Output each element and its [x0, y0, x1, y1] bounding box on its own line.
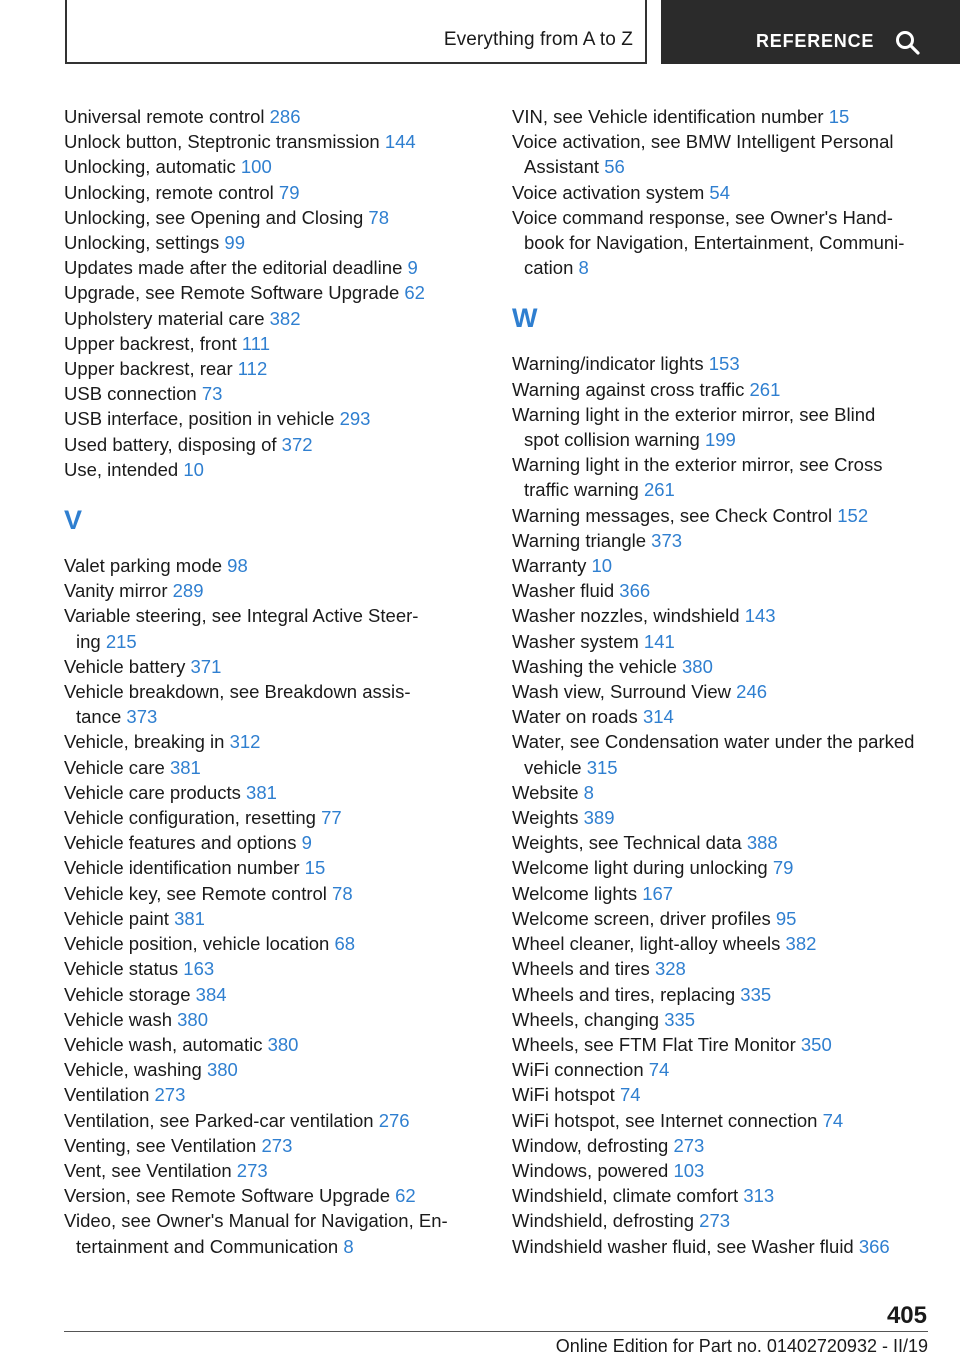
page-link[interactable]: 56 — [604, 156, 625, 178]
index-entry — [512, 104, 942, 129]
entry-term: Windshield washer fluid, see Washer fluid — [512, 1235, 854, 1257]
entry-term: Windshield, climate comfort — [512, 1185, 739, 1207]
entry-term: Vehicle, washing — [64, 1059, 202, 1081]
entry-term-line: cation — [524, 257, 574, 279]
index-entry — [64, 129, 464, 154]
page-link[interactable]: 312 — [229, 731, 261, 753]
page-link[interactable]: 95 — [775, 907, 797, 929]
index-entry — [512, 351, 942, 376]
entry-term: Vehicle battery — [64, 655, 186, 677]
index-entry — [512, 1032, 942, 1057]
entry-term-line: Water, see Condensation water under the parked — [512, 731, 915, 753]
page-link[interactable]: 9 — [301, 832, 312, 854]
entry-term: Wheels and tires — [512, 958, 650, 980]
index-entry — [64, 1007, 464, 1032]
index-entry — [512, 679, 942, 704]
index-entry — [64, 1158, 464, 1183]
entry-term: Ventilation — [64, 1084, 150, 1106]
page-link[interactable]: 215 — [105, 630, 137, 652]
index-entry — [64, 406, 464, 431]
entry-term: Vanity mirror — [64, 580, 168, 602]
entry-term: Washer nozzles, windshield — [512, 605, 740, 627]
page-link[interactable]: 382 — [269, 307, 301, 329]
header-section-box — [65, 0, 647, 64]
page-link[interactable]: 167 — [642, 882, 674, 904]
index-entry — [64, 381, 464, 406]
index-entry — [64, 1183, 464, 1208]
page-link[interactable]: 273 — [236, 1159, 268, 1181]
page-link[interactable]: 74 — [648, 1059, 670, 1081]
page-link[interactable]: 163 — [183, 958, 215, 980]
header-reference-tab[interactable] — [661, 0, 960, 64]
entry-term: Welcome lights — [512, 882, 638, 904]
index-entry — [512, 780, 942, 805]
page-link[interactable]: 335 — [664, 1008, 696, 1030]
entry-term-line: tance — [76, 706, 122, 728]
index-entry — [64, 1057, 464, 1082]
entry-term: Universal remote control — [64, 106, 265, 127]
entry-term: Vehicle status — [64, 958, 179, 980]
index-entry — [64, 780, 464, 805]
entry-term: Ventilation, see Parked-car ventilation — [64, 1109, 374, 1131]
index-entry — [64, 553, 464, 578]
index-entry — [64, 1133, 464, 1158]
entry-term-line: Vehicle breakdown, see Breakdown assis- — [64, 681, 411, 703]
page-link[interactable]: 8 — [583, 781, 594, 803]
page-link[interactable]: 15 — [828, 106, 850, 127]
entry-term: WiFi hotspot — [512, 1084, 615, 1106]
entry-term: Unlocking, settings — [64, 232, 220, 254]
entry-term: Vehicle care — [64, 756, 165, 778]
page-link[interactable]: 73 — [201, 383, 223, 405]
entry-term: Welcome light during unlocking — [512, 857, 768, 879]
index-column-left — [64, 104, 464, 1259]
entry-term: Vehicle features and options — [64, 832, 297, 854]
index-entry — [512, 377, 942, 402]
page-link[interactable]: 328 — [654, 958, 686, 980]
index-entry — [64, 679, 464, 729]
entry-term: Vent, see Ventilation — [64, 1159, 232, 1181]
index-entry — [512, 881, 942, 906]
entry-term: Warning triangle — [512, 529, 647, 551]
index-entry — [512, 1057, 942, 1082]
index-entry — [512, 1007, 942, 1032]
page-link[interactable]: 273 — [673, 1134, 705, 1156]
index-entry — [64, 956, 464, 981]
index-entry — [512, 931, 942, 956]
page-link[interactable]: 372 — [281, 433, 313, 455]
page-link[interactable]: 380 — [177, 1008, 208, 1030]
index-entry — [64, 1032, 464, 1057]
page-link[interactable]: 350 — [800, 1033, 832, 1055]
index-entry — [64, 982, 464, 1007]
page-link[interactable]: 261 — [643, 479, 675, 501]
page-link[interactable]: 313 — [743, 1185, 775, 1207]
page-link[interactable]: 15 — [304, 857, 326, 879]
entry-term: Upper backrest, front — [64, 332, 237, 354]
index-entry — [512, 553, 942, 578]
index-entry — [512, 704, 942, 729]
index-entry — [512, 402, 942, 452]
entry-term: Water on roads — [512, 706, 638, 728]
index-entry — [64, 331, 464, 356]
index-entry — [64, 356, 464, 381]
index-entry — [64, 603, 464, 653]
index-entry — [64, 1082, 464, 1107]
entry-term: Weights — [512, 807, 579, 829]
entry-term: Wheels, changing — [512, 1008, 660, 1030]
entry-term: Welcome screen, driver profiles — [512, 907, 771, 929]
entry-term: WiFi connection — [512, 1059, 644, 1081]
entry-term: WiFi hotspot, see Internet connection — [512, 1109, 818, 1131]
index-entry — [64, 578, 464, 603]
index-entry — [64, 755, 464, 780]
page-link[interactable]: 152 — [837, 504, 869, 526]
page-link[interactable]: 380 — [682, 655, 713, 677]
entry-term-line: Variable steering, see Integral Active Steer- — [64, 605, 419, 627]
entry-term-line: traffic warning — [524, 479, 639, 501]
page-link[interactable]: 276 — [378, 1109, 410, 1131]
page-link[interactable]: 74 — [619, 1084, 641, 1106]
entry-term: Use, intended — [64, 458, 179, 480]
index-entry — [512, 603, 942, 628]
page-link[interactable]: 98 — [227, 555, 248, 577]
index-entry — [512, 578, 942, 603]
entry-term: Washer fluid — [512, 580, 615, 602]
entry-term: USB connection — [64, 383, 197, 405]
entry-term: Vehicle paint — [64, 907, 169, 929]
entry-term: Wheels, see FTM Flat Tire Monitor — [512, 1033, 796, 1055]
entry-term: Warning messages, see Check Control — [512, 504, 833, 526]
footer-divider — [64, 1331, 928, 1332]
index-entry — [64, 654, 464, 679]
entry-term-line: Voice activation, see BMW Intelligent Personal — [512, 131, 894, 153]
entry-term-line: vehicle — [524, 756, 582, 778]
page-link[interactable]: 366 — [858, 1235, 890, 1257]
index-entry — [64, 205, 464, 230]
page-link[interactable]: 79 — [278, 181, 300, 203]
entry-term-line: Warning light in the exterior mirror, see Cross — [512, 454, 883, 476]
page-link[interactable]: 380 — [206, 1059, 238, 1081]
page-link[interactable]: 380 — [267, 1033, 299, 1055]
entry-term: Vehicle, breaking in — [64, 731, 225, 753]
page-link[interactable]: 384 — [195, 983, 227, 1005]
index-entry — [512, 654, 942, 679]
entry-term: Wash view, Surround View — [512, 681, 732, 703]
entry-term: Warning against cross traffic — [512, 378, 745, 400]
page-link[interactable]: 100 — [240, 156, 272, 178]
index-entry — [64, 154, 464, 179]
entry-term: Venting, see Ventilation — [64, 1134, 257, 1156]
index-entry — [64, 104, 464, 129]
page-link[interactable]: 289 — [172, 580, 204, 602]
page-link[interactable]: 111 — [241, 332, 271, 354]
index-entry — [512, 1082, 942, 1107]
page-link[interactable]: 388 — [746, 832, 778, 854]
page-link[interactable]: 99 — [224, 232, 245, 254]
entry-term: Updates made after the editorial deadline — [64, 257, 403, 279]
page-link[interactable]: 366 — [619, 580, 651, 602]
page-link[interactable]: 62 — [395, 1185, 416, 1207]
page-link[interactable]: 293 — [339, 408, 371, 430]
page-link[interactable]: 8 — [578, 257, 589, 279]
index-entry — [512, 906, 942, 931]
index-entry — [512, 855, 942, 880]
entry-term: Vehicle identification number — [64, 857, 300, 879]
page-link[interactable]: 78 — [332, 882, 353, 904]
page-link[interactable]: 371 — [190, 655, 222, 677]
index-entry — [64, 457, 464, 482]
index-entry — [512, 503, 942, 528]
entry-term: Windows, powered — [512, 1159, 669, 1181]
index-letter-heading: V — [64, 505, 83, 536]
entry-term-line: Voice command response, see Owner's Hand- — [512, 206, 893, 228]
page-link[interactable]: 273 — [154, 1084, 186, 1106]
index-entry — [64, 255, 464, 280]
entry-term: Unlocking, remote control — [64, 181, 274, 203]
entry-term: Window, defrosting — [512, 1134, 669, 1156]
index-entry — [512, 1234, 942, 1259]
index-entry — [64, 432, 464, 457]
index-entry — [512, 982, 942, 1007]
entry-term: Vehicle position, vehicle location — [64, 933, 330, 955]
index-entry — [512, 129, 942, 179]
entry-term-line: Video, see Owner's Manual for Navigation, En- — [64, 1210, 448, 1232]
index-column-right — [512, 104, 942, 1259]
page-link[interactable]: 112 — [237, 358, 268, 380]
page-link[interactable]: 315 — [586, 756, 618, 778]
page-link[interactable]: 381 — [246, 781, 277, 803]
index-entry — [512, 729, 942, 779]
entry-term: Windshield, defrosting — [512, 1210, 695, 1232]
entry-term: USB interface, position in vehicle — [64, 408, 335, 430]
index-entry — [512, 1108, 942, 1133]
page-link[interactable]: 273 — [699, 1210, 731, 1232]
entry-term: Unlocking, see Opening and Closing — [64, 206, 364, 228]
entry-term: Unlocking, automatic — [64, 156, 236, 178]
index-entry — [64, 729, 464, 754]
entry-term-line: Warning light in the exterior mirror, see Blind — [512, 403, 876, 425]
entry-term-line: spot collision warning — [524, 429, 700, 451]
entry-term: Wheels and tires, replacing — [512, 983, 736, 1005]
page-link[interactable]: 10 — [183, 458, 204, 480]
page-link[interactable]: 373 — [126, 706, 158, 728]
entry-term: Warranty — [512, 555, 587, 577]
entry-term: Washing the vehicle — [512, 655, 677, 677]
index-letter-heading: W — [512, 303, 538, 334]
index-entry — [64, 931, 464, 956]
entry-term: Version, see Remote Software Upgrade — [64, 1185, 390, 1207]
page-link[interactable]: 141 — [643, 630, 675, 652]
index-entry — [64, 1108, 464, 1133]
index-entry — [64, 306, 464, 331]
page-link[interactable]: 286 — [269, 106, 301, 127]
page-link[interactable]: 143 — [744, 605, 776, 627]
index-entry — [64, 280, 464, 305]
index-entry — [512, 956, 942, 981]
page-link[interactable]: 153 — [708, 353, 740, 375]
index-entry — [512, 205, 942, 281]
index-entry — [512, 830, 942, 855]
page-link[interactable]: 373 — [651, 529, 683, 551]
page-link[interactable]: 78 — [368, 206, 389, 228]
entry-term: VIN, see Vehicle identification number — [512, 106, 824, 127]
page-link[interactable]: 382 — [785, 933, 817, 955]
entry-term: Vehicle wash — [64, 1008, 172, 1030]
index-entry — [512, 452, 942, 502]
page-link[interactable]: 8 — [343, 1235, 354, 1257]
entry-term-line: ing — [76, 630, 101, 652]
index-entry — [512, 1183, 942, 1208]
page-number: 405 — [886, 1302, 927, 1329]
page-link[interactable]: 74 — [822, 1109, 844, 1131]
page-link[interactable]: 62 — [404, 282, 425, 304]
index-entry — [512, 1208, 942, 1233]
page-link[interactable]: 314 — [642, 706, 674, 728]
index-entry — [64, 906, 464, 931]
entry-term-line: Assistant — [524, 156, 600, 178]
entry-term: Warning/indicator lights — [512, 353, 704, 375]
entry-term: Upper backrest, rear — [64, 358, 233, 380]
index-entry — [512, 1158, 942, 1183]
chapter-title: REFERENCE — [756, 31, 875, 51]
search-icon[interactable] — [895, 30, 921, 56]
page-link[interactable]: 10 — [591, 555, 613, 577]
page-link[interactable]: 261 — [749, 378, 781, 400]
entry-term: Washer system — [512, 630, 639, 652]
index-entry — [64, 1208, 464, 1258]
index-entry — [512, 1133, 942, 1158]
index-entry — [512, 805, 942, 830]
index-entry — [64, 805, 464, 830]
page-link[interactable]: 54 — [709, 181, 730, 203]
page-link[interactable]: 144 — [384, 131, 416, 153]
entry-term: Vehicle wash, automatic — [64, 1033, 263, 1055]
entry-term: Valet parking mode — [64, 555, 223, 577]
index-entry — [512, 629, 942, 654]
page-link[interactable]: 79 — [772, 857, 794, 879]
entry-term: Voice activation system — [512, 181, 705, 203]
page-link[interactable]: 9 — [407, 257, 418, 279]
entry-term: Website — [512, 781, 579, 803]
section-title: Everything from A to Z — [443, 29, 633, 50]
index-entry — [64, 180, 464, 205]
entry-term: Unlock button, Steptronic transmission — [64, 131, 380, 153]
entry-term-line: book for Navigation, Entertainment, Communi- — [524, 232, 905, 254]
index-entry — [512, 528, 942, 553]
page-link[interactable]: 381 — [169, 756, 201, 778]
entry-term: Vehicle storage — [64, 983, 191, 1005]
page-link[interactable]: 77 — [321, 807, 342, 829]
page-link[interactable]: 103 — [673, 1159, 705, 1181]
page-link[interactable]: 335 — [740, 983, 772, 1005]
index-entry — [64, 855, 464, 880]
index-entry — [64, 230, 464, 255]
page-link[interactable]: 246 — [736, 681, 768, 703]
entry-term: Upholstery material care — [64, 307, 265, 329]
entry-term-line: tertainment and Communication — [76, 1235, 339, 1257]
entry-term: Vehicle key, see Remote control — [64, 882, 327, 904]
page-link[interactable]: 273 — [261, 1134, 293, 1156]
entry-term: Vehicle configuration, resetting — [64, 807, 316, 829]
page-link[interactable]: 381 — [174, 907, 205, 929]
entry-term: Vehicle care products — [64, 781, 241, 803]
index-entry — [512, 180, 942, 205]
page-link[interactable]: 199 — [704, 429, 736, 451]
page-link[interactable]: 389 — [583, 807, 615, 829]
entry-term: Used battery, disposing of — [64, 433, 277, 455]
index-entry — [64, 830, 464, 855]
page-link[interactable]: 68 — [334, 933, 356, 955]
entry-term: Upgrade, see Remote Software Upgrade — [64, 282, 400, 304]
entry-term: Wheel cleaner, light-alloy wheels — [512, 933, 781, 955]
index-entry — [64, 881, 464, 906]
entry-term: Weights, see Technical data — [512, 832, 742, 854]
edition-note: Online Edition for Part no. 01402720932 - II/19 — [555, 1336, 928, 1356]
